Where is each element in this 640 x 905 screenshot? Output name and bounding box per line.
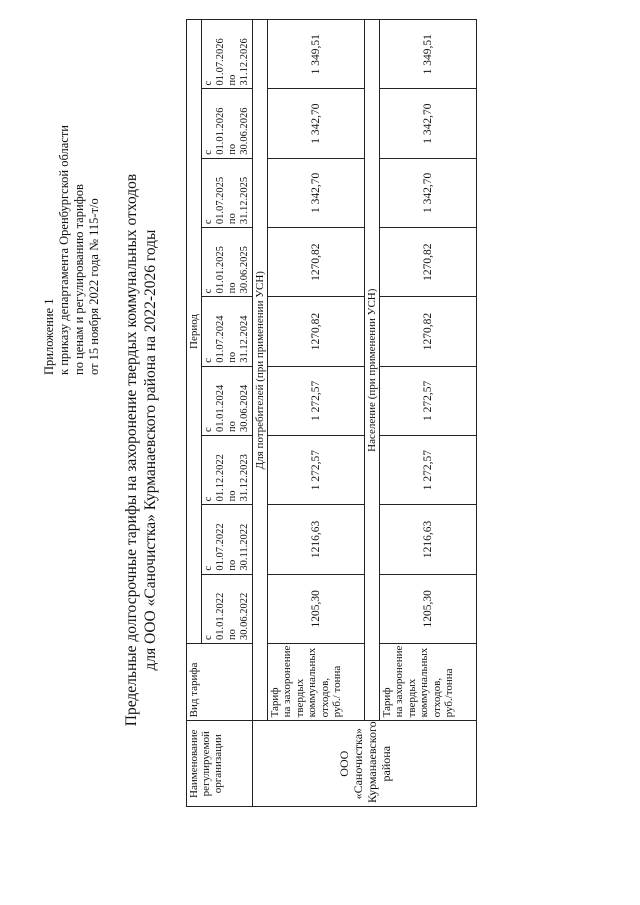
period-from: 01.07.2026 bbox=[215, 38, 226, 86]
period-cell bbox=[202, 436, 253, 505]
period-from: 01.01.2026 bbox=[215, 107, 226, 155]
period-cell bbox=[202, 89, 253, 158]
tariff-kind-line: Тариф bbox=[269, 687, 281, 718]
organization-name: ООО «Саночистка» Курманаевского района bbox=[253, 721, 477, 807]
tariff-value: 1216,63 bbox=[380, 505, 477, 574]
period-to: 30.06.2022 bbox=[239, 592, 250, 640]
tariff-value: 1216,63 bbox=[268, 505, 365, 574]
appendix-line: по ценам и регулированию тарифов bbox=[72, 184, 86, 375]
tariff-kind-line: твердых bbox=[405, 678, 418, 718]
tariff-kind-line: на захоронение bbox=[393, 645, 406, 718]
period-to-prefix: по bbox=[227, 282, 238, 294]
section-row bbox=[253, 20, 268, 807]
tariff-value: 1 342,70 bbox=[380, 89, 477, 158]
period-from-prefix: с bbox=[203, 150, 214, 155]
appendix-note bbox=[42, 35, 102, 375]
period-from: 01.01.2024 bbox=[215, 384, 226, 432]
tariff-value: 1205,30 bbox=[268, 574, 365, 643]
tariff-value: 1 272,57 bbox=[380, 366, 477, 435]
appendix-line: Приложение 1 bbox=[42, 298, 56, 375]
appendix-line: от 15 ноября 2022 года № 115-т/о bbox=[87, 198, 101, 375]
period-from-prefix: с bbox=[203, 288, 214, 294]
period-from-prefix: с bbox=[203, 496, 214, 502]
tariff-kind-line: коммунальных bbox=[306, 647, 319, 718]
period-to: 31.12.2024 bbox=[239, 315, 250, 363]
period-to: 30.06.2026 bbox=[239, 107, 250, 155]
title-line-1: Предельные долгосрочные тарифы на захоронение твердых коммунальных отходов bbox=[123, 173, 140, 727]
tariff-value: 1270,82 bbox=[268, 297, 365, 366]
tariff-value: 1 272,57 bbox=[268, 436, 365, 505]
period-cell bbox=[202, 158, 253, 227]
period-to: 31.12.2023 bbox=[239, 454, 250, 502]
period-from: 01.07.2025 bbox=[215, 176, 226, 225]
tariff-value: 1 342,70 bbox=[268, 89, 365, 158]
period-cell bbox=[202, 505, 253, 574]
tariff-kind-line: руб./ тонна bbox=[331, 665, 344, 718]
appendix-line: к приказу департамента Оренбургской области bbox=[57, 125, 71, 375]
tariff-kind-line: руб./тонна bbox=[443, 668, 456, 718]
tariff-kind-line: твердых bbox=[293, 678, 306, 718]
period-from-prefix: с bbox=[203, 219, 214, 225]
period-to: 30.06.2025 bbox=[239, 246, 250, 294]
tariff-kind-line: Тариф bbox=[381, 687, 393, 718]
header-period: Период bbox=[187, 20, 202, 644]
period-from-prefix: с bbox=[203, 80, 214, 86]
section-label-population: Население (при применении УСН) bbox=[365, 20, 380, 721]
tariff-kind-line: отходов, bbox=[430, 677, 443, 718]
period-to: 30.11.2022 bbox=[239, 523, 250, 571]
period-from: 01.07.2024 bbox=[215, 315, 226, 363]
tariff-value: 1 272,57 bbox=[268, 366, 365, 435]
period-to-prefix: по bbox=[227, 74, 238, 86]
tariff-kind-cell bbox=[380, 643, 477, 720]
period-cell bbox=[202, 297, 253, 366]
period-cell bbox=[202, 366, 253, 435]
tariff-value: 1 272,57 bbox=[380, 436, 477, 505]
tariff-kind-line: коммунальных bbox=[418, 647, 431, 718]
header-organization: Наименование регулируемой организации bbox=[187, 721, 253, 807]
period-cell bbox=[202, 574, 253, 643]
table-header-row bbox=[187, 20, 202, 807]
period-from: 01.07.2022 bbox=[215, 523, 226, 571]
period-to-prefix: по bbox=[227, 421, 238, 432]
tariff-value: 1270,82 bbox=[380, 228, 477, 297]
tariff-value: 1 342,70 bbox=[380, 158, 477, 227]
period-from-prefix: с bbox=[203, 635, 214, 640]
period-to-prefix: по bbox=[227, 351, 238, 363]
period-cell bbox=[202, 20, 253, 89]
tariff-row-consumers bbox=[268, 20, 365, 807]
period-from-prefix: с bbox=[203, 427, 214, 432]
period-from: 01.12.2022 bbox=[215, 454, 226, 502]
section-label-consumers: Для потребителей (при применении УСН) bbox=[253, 20, 268, 721]
tariff-kind-line: отходов, bbox=[318, 677, 331, 718]
period-to-prefix: по bbox=[227, 559, 238, 571]
tariff-value: 1 349,51 bbox=[380, 20, 477, 89]
header-tariff-kind: Вид тарифа bbox=[187, 643, 253, 720]
period-to-prefix: по bbox=[227, 213, 238, 225]
period-to-prefix: по bbox=[227, 490, 238, 502]
period-from-prefix: с bbox=[203, 358, 214, 363]
tariff-value: 1270,82 bbox=[380, 297, 477, 366]
period-from: 01.01.2022 bbox=[215, 592, 226, 640]
period-to: 31.12.2026 bbox=[239, 38, 250, 86]
tariff-table bbox=[186, 19, 477, 807]
section-row bbox=[365, 20, 380, 807]
tariff-kind-cell bbox=[268, 643, 365, 720]
period-to: 30.06.2024 bbox=[239, 384, 250, 432]
document-title bbox=[122, 15, 160, 885]
period-from-prefix: с bbox=[203, 565, 214, 571]
tariff-value: 1270,82 bbox=[268, 228, 365, 297]
title-line-2: для ООО «Саночистка» Курманаевского района на 2022-2026 годы bbox=[142, 229, 159, 671]
tariff-value: 1 342,70 bbox=[268, 158, 365, 227]
period-from: 01.01.2025 bbox=[215, 246, 226, 294]
period-to-prefix: по bbox=[227, 629, 238, 640]
tariff-row-population bbox=[380, 20, 477, 807]
period-cell bbox=[202, 228, 253, 297]
tariff-kind-line: на захоронение bbox=[281, 645, 294, 718]
tariff-value: 1 349,51 bbox=[268, 20, 365, 89]
period-to: 31.12.2025 bbox=[239, 176, 250, 225]
tariff-value: 1205,30 bbox=[380, 574, 477, 643]
period-to-prefix: по bbox=[227, 143, 238, 155]
